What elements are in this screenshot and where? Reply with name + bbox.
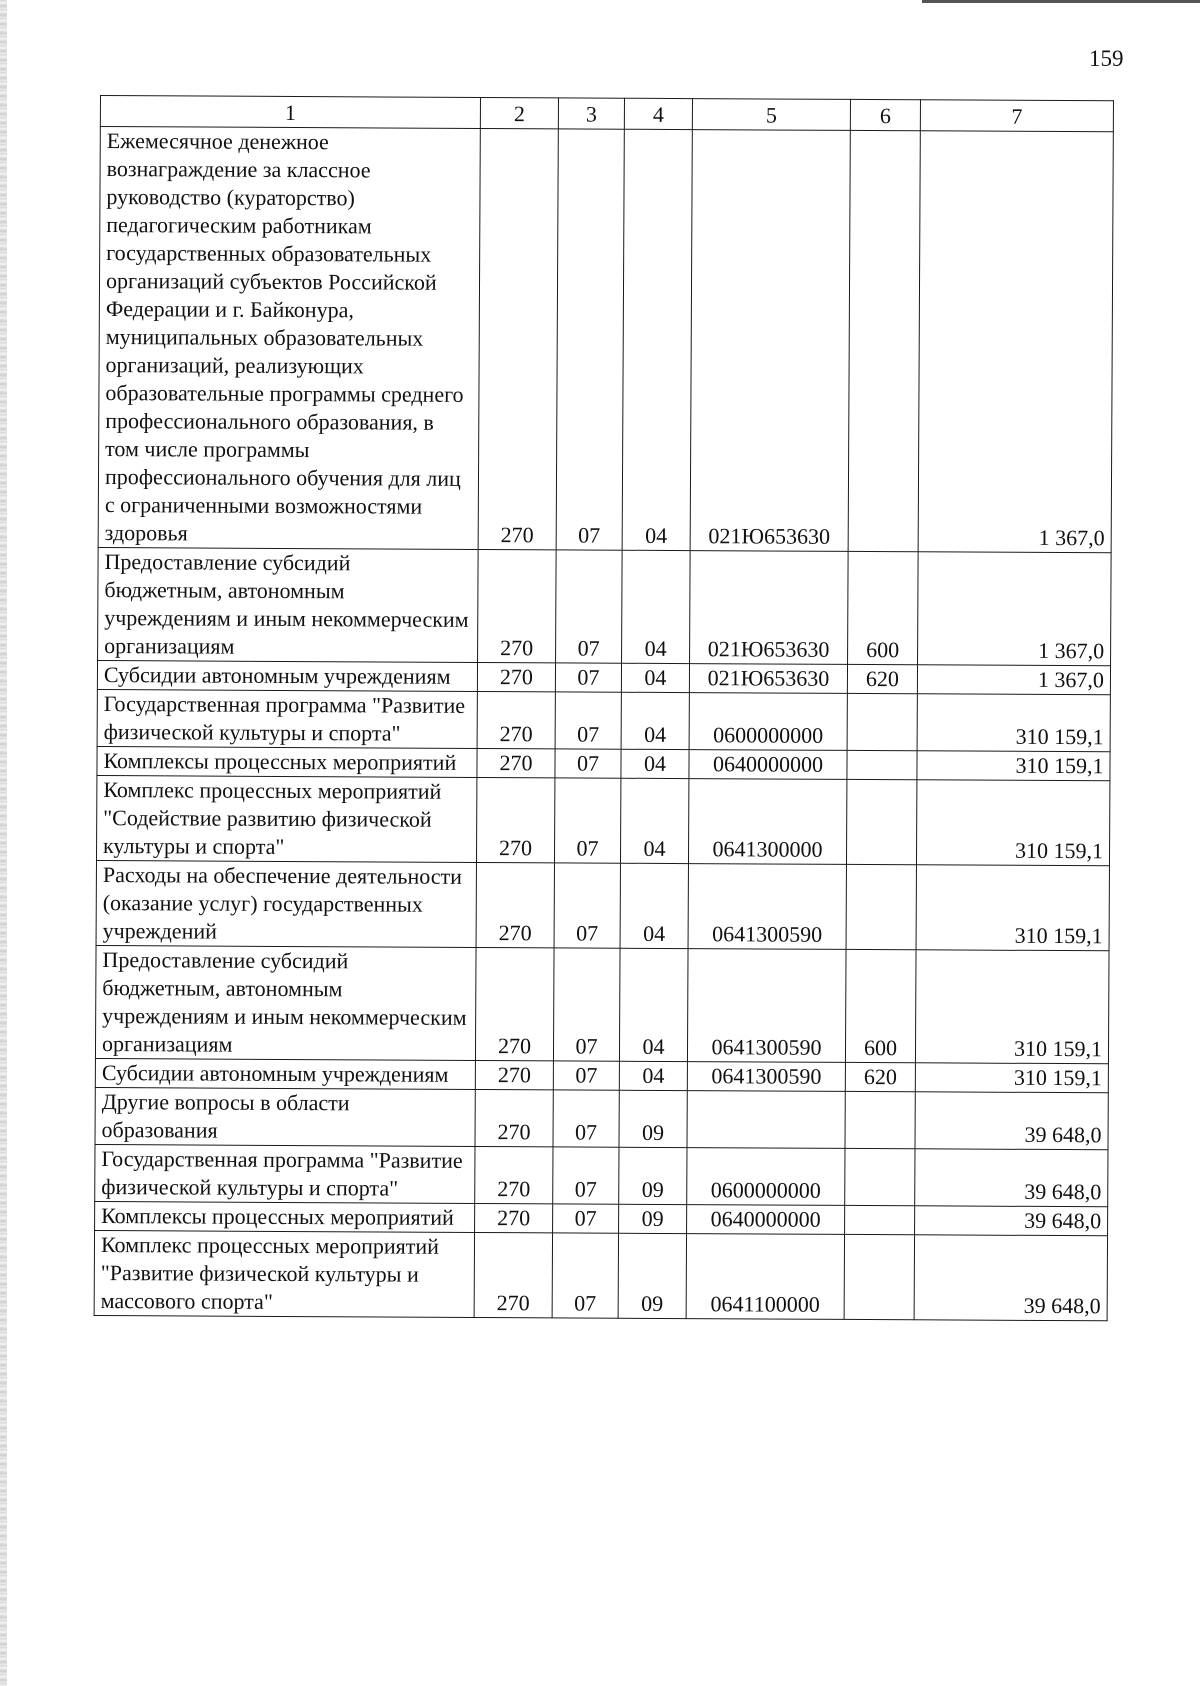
row-col-4: 04 [622,129,692,550]
header-col-5: 5 [692,99,850,131]
row-col-2: 270 [475,1146,553,1203]
row-col-2: 270 [478,549,557,662]
row-name: Расходы на обеспечение деятельности (оказание услуг) государственных учреждений [96,860,476,947]
row-col-3: 07 [556,129,624,550]
row-col-3: 07 [556,550,623,663]
row-col-5: 0641300590 [687,949,846,1063]
row-col-5: 0641100000 [686,1234,844,1320]
row-col-4: 04 [619,1061,687,1090]
table-row [95,1058,1108,1092]
row-col-6 [845,1205,915,1234]
row-col-6 [845,1148,915,1205]
row-col-5: 0600000000 [687,1148,845,1206]
table-row [95,1144,1108,1206]
row-col-5: 021Ю653630 [689,664,847,694]
row-col-3: 07 [553,1204,619,1233]
row-amount: 39 648,0 [915,1149,1108,1207]
row-col-6 [848,130,920,551]
scan-edge [0,0,7,1686]
row-amount: 39 648,0 [915,1092,1108,1150]
row-col-2: 270 [478,128,558,549]
table-row [95,1087,1108,1149]
row-amount: 1 367,0 [917,665,1110,695]
row-name: Предоставление субсидий бюджетным, автономным учреждениям и иным некоммерческим организациям [95,945,476,1060]
row-col-4: 09 [618,1233,686,1318]
row-col-2: 270 [475,947,554,1060]
table-row [97,689,1110,751]
row-col-5: 0641300590 [688,864,846,950]
row-col-4: 09 [619,1147,687,1204]
row-col-4: 04 [619,948,688,1061]
row-col-3: 07 [555,663,621,692]
row-col-4: 09 [619,1204,687,1233]
row-col-6 [847,693,917,750]
row-amount: 310 159,1 [916,780,1109,866]
row-amount: 39 648,0 [915,1206,1108,1236]
row-name: Государственная программа "Развитие физической культуры и спорта" [97,689,477,748]
budget-table [94,95,1114,1321]
row-amount: 1 367,0 [918,131,1113,553]
row-col-3: 07 [553,1061,619,1090]
row-col-4: 04 [621,749,689,778]
row-amount: 310 159,1 [915,1063,1108,1093]
row-name: Ежемесячное денежное вознаграждение за классное руководство (кураторство) педагогическим работникам государственных образовательных организаций субъектов Российской Федерации и г. Байконура, муниципальных образовательных организаций, реализующих образовательные программы среднего профессионального образования, в том числе программы профессионального обучения для лиц с ограниченными возможностями здоровья [98,127,480,550]
row-col-3: 07 [553,948,620,1061]
row-col-3: 07 [555,692,621,749]
row-col-5: 0640000000 [689,750,847,780]
row-amount: 1 367,0 [918,552,1112,666]
row-col-2: 270 [475,1203,553,1232]
row-col-3: 07 [555,749,621,778]
row-col-2: 270 [477,748,555,777]
row-col-2: 270 [476,777,554,862]
row-col-6 [847,750,917,779]
row-col-2: 270 [475,1060,553,1089]
row-name: Комплексы процессных мероприятий [95,1201,475,1232]
top-rule [922,0,1200,3]
row-amount: 310 159,1 [916,865,1109,951]
row-col-6: 620 [845,1062,915,1091]
row-col-6 [846,864,916,949]
row-col-3: 07 [553,1090,619,1147]
budget-table-container [94,95,1113,1321]
row-amount: 310 159,1 [915,950,1109,1064]
row-col-5 [687,1091,845,1149]
table-row [95,945,1109,1063]
row-name: Комплекс процессных мероприятий "Развитие физической культуры и массового спорта" [94,1230,474,1317]
header-col-7: 7 [920,100,1113,132]
table-body [94,127,1113,1321]
row-name: Субсидии автономным учреждениям [97,660,477,691]
row-col-6: 600 [845,949,916,1062]
table-row [98,547,1112,665]
row-col-3: 07 [552,1233,618,1318]
table-row [95,1201,1108,1235]
row-col-5: 0641300000 [688,779,846,865]
row-col-4: 04 [622,550,691,663]
row-col-4: 09 [619,1090,687,1147]
table-row [96,775,1109,865]
table-row [96,860,1109,950]
row-col-2: 270 [477,662,555,691]
row-name: Субсидии автономным учреждениям [95,1058,475,1089]
row-col-6: 620 [847,664,917,693]
row-col-6 [846,779,916,864]
row-amount: 310 159,1 [917,694,1110,752]
row-col-3: 07 [554,778,620,863]
row-name: Другие вопросы в области образования [95,1087,475,1146]
row-col-6 [844,1234,914,1319]
row-amount: 310 159,1 [917,751,1110,781]
row-col-5: 021Ю653630 [690,130,850,552]
table-row [97,746,1110,780]
row-col-4: 04 [621,663,689,692]
row-col-6: 600 [848,551,919,664]
header-col-2: 2 [480,97,558,128]
header-col-6: 6 [850,99,920,130]
row-col-4: 04 [621,692,689,749]
row-name: Комплексы процессных мероприятий [97,746,477,777]
row-col-2: 270 [477,691,555,748]
row-name: Комплекс процессных мероприятий "Содействие развитию физической культуры и спорта" [96,775,476,862]
row-amount: 39 648,0 [914,1235,1107,1321]
row-col-5: 021Ю653630 [690,551,849,665]
row-col-2: 270 [476,862,554,947]
page-number: 159 [1089,46,1124,71]
row-col-2: 270 [475,1089,553,1146]
row-col-5: 0600000000 [689,693,847,751]
row-col-6 [845,1091,915,1148]
header-col-1: 1 [100,96,480,129]
row-col-3: 07 [553,1147,619,1204]
row-col-2: 270 [474,1232,552,1317]
row-col-4: 04 [620,778,688,863]
row-col-4: 04 [620,863,688,948]
header-col-3: 3 [558,98,624,129]
table-row [94,1230,1107,1320]
row-col-5: 0640000000 [687,1205,845,1235]
row-col-5: 0641300590 [687,1062,845,1092]
row-name: Государственная программа "Развитие физической культуры и спорта" [95,1144,475,1203]
row-name: Предоставление субсидий бюджетным, автономным учреждениям и иным некоммерческим организациям [98,547,479,662]
table-row [97,660,1110,694]
header-col-4: 4 [624,98,692,129]
row-col-3: 07 [554,863,620,948]
table-row [98,127,1113,553]
